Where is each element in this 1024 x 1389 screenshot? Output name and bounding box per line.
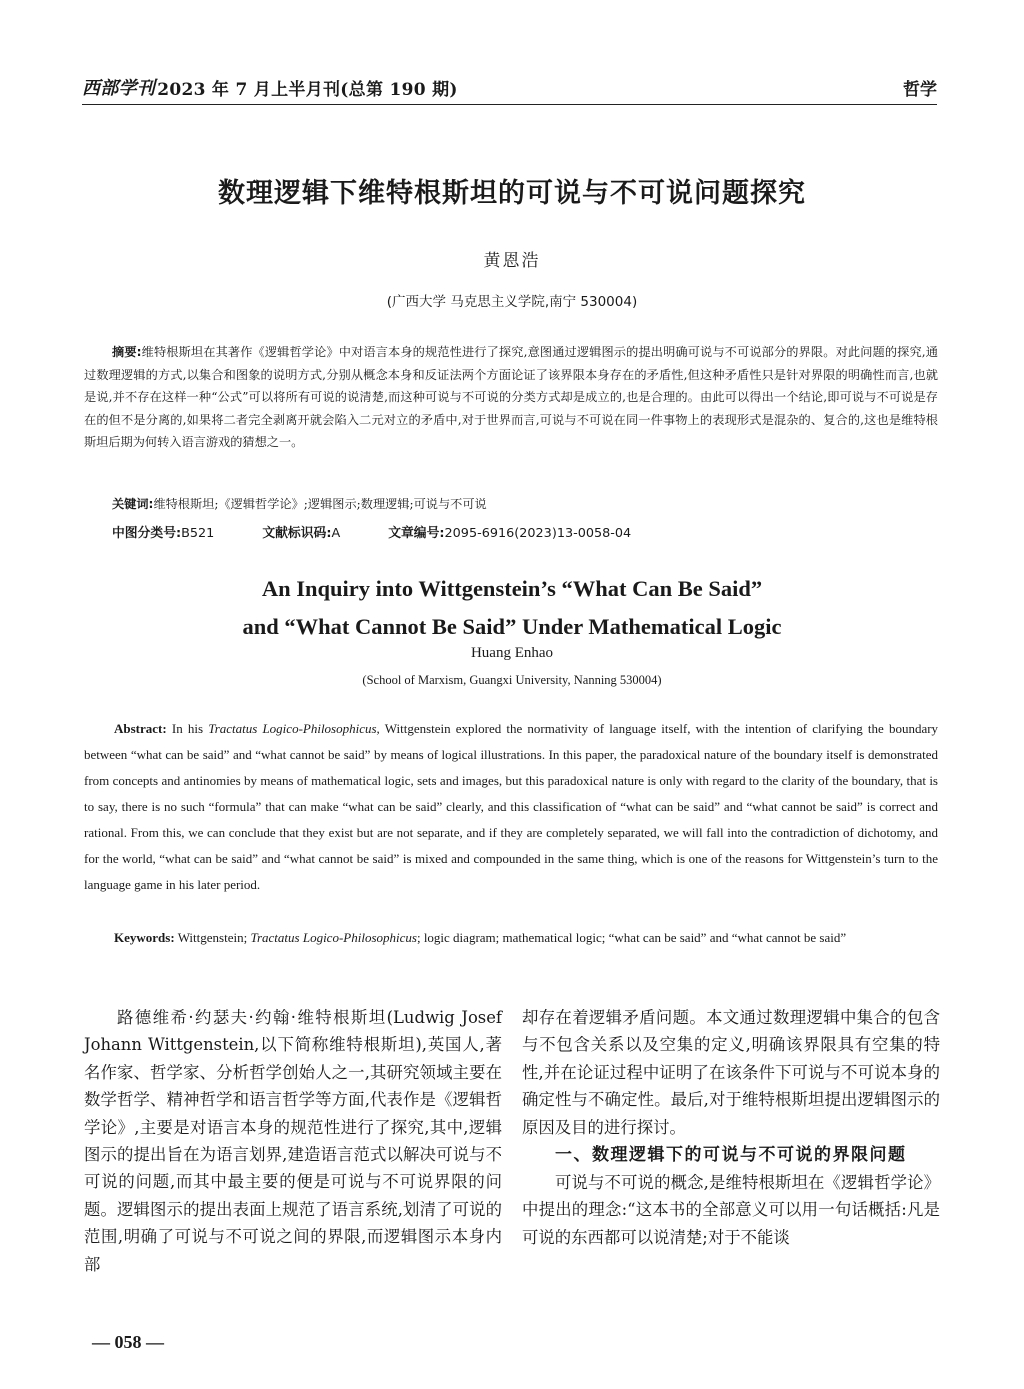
intro-paragraph: 路德维希·约瑟夫·约翰·维特根斯坦(Ludwig Josef Johann Wittgenstein,以下简称维特根斯坦),英国人,著名作家、哲学家、分析哲学创始人之一,其研究领域主要在数学哲学、精神哲学和语言哲学等方面,代表作是《逻辑哲学论》,主要是对语言本身的规范性进行了探究,其中,逻辑图示的提出旨在为语言划界,建造语言范式以解决可说与不可说的问题,而其中最主要的便是可说与不可说界限的问题。逻辑图示的提出表面上规范了语言系统,划清了可说的范围,明确了可说与不可说之间的界限,而逻辑图示本身内部 <box>84 1008 502 1274</box>
header-left <box>82 74 458 100</box>
section-heading: 一、数理逻辑下的可说与不可说的界限问题 <box>555 1145 907 1166</box>
running-header <box>82 70 937 105</box>
keyword-book-title: Tractatus Logico-Philosophicus <box>250 930 417 945</box>
body-column-right <box>522 1004 940 1251</box>
keywords-cn <box>112 495 938 512</box>
clc-number: 中图分类号:B521 <box>112 526 215 541</box>
title-en-line-2: and “What Cannot Be Said” Under Mathematical Logic <box>242 614 782 639</box>
author-name-cn: 黄恩浩 <box>483 251 541 271</box>
title-en-line-1: An Inquiry into Wittgenstein’s “What Can Be Said” <box>261 576 763 601</box>
abstract-en-label: Abstract: <box>114 721 167 736</box>
article-title-cn: 数理逻辑下维特根斯坦的可说与不可说问题探究 <box>218 178 806 209</box>
abstract-en-text: Wittgenstein explored the normativity of language itself, with the intention of clarifying the boundary between “what can be said” and “what cannot be said” by means of logical illustrations. In this paper, the paradoxical nature of the boundary itself is demonstrated from concepts and antinomies by means of mathematical logic, sets and images, but this paradoxical nature is only with regard to the clarity of the boundary, that is to say, there is no such “formula” that can make “what can be said” clearly, and this classification of “what can be said” and “what cannot be said” is correct and rational. From this, we can conclude that they exist but are not separate, and if they are completely separated, we will fall into the contradiction of dichotomy, and for the world, “what can be said” and “what cannot be said” is mixed and compounded in the same thing, which is one of the reasons for Wittgenstein’s turn to the language game in his later period. <box>84 721 939 892</box>
keywords-cn-label: 关键词: <box>112 497 154 511</box>
document-code: 文献标识码:A <box>262 526 341 541</box>
intro-paragraph-continued: 却存在着逻辑矛盾问题。本文通过数理逻辑中集合的包含与不包含关系以及空集的定义,明确该界限具有空集的特性,并在论证过程中证明了在该条件下可说与不可说本身的确定性与不确定性。最后,对于维特根斯坦提出逻辑图示的原因及目的进行探讨。 <box>522 1008 940 1137</box>
abstract-cn-label: 摘要: <box>112 345 142 359</box>
section-paragraph: 可说与不可说的概念,是维特根斯坦在《逻辑哲学论》中提出的理念:“这本书的全部意义可以用一句话概括:凡是可说的东西都可以说清楚;对于不能谈 <box>522 1173 940 1247</box>
article-title-en <box>0 570 1024 646</box>
book-title: Tractatus Logico-Philosophicus, <box>208 721 380 736</box>
abstract-cn <box>84 341 938 454</box>
body-column-left <box>84 1004 502 1278</box>
abstract-en: Abstract: In his Tractatus Logico-Philosophicus, Wittgenstein explored the normativity of language itself, with the intention of clarifying the boundary between “what can be said” and “what cannot be said” by means of logical illustrations. In this paper, the paradoxical nature of the boundary itself is demonstrated from concepts and antinomies by means of mathematical logic, sets and images, but this paradoxical nature is only with regard to the clarity of the boundary, that is to say, there is no such “formula” that can make “what can be said” clearly, and this classification of “what can be said” and “what cannot be said” is correct and rational. From this, we can conclude that they exist but are not separate, and if they are completely separated, we will fall into the contradiction of dichotomy, and for the world, “what can be said” and “what cannot be said” is mixed and compounded in the same thing, which is one of the reasons for Wittgenstein’s turn to the language game in his later period. <box>84 721 939 892</box>
affiliation-cn: (广西大学 马克思主义学院,南宁 530004) <box>386 294 638 310</box>
keywords-cn-text: 维特根斯坦;《逻辑哲学论》;逻辑图示;数理逻辑;可说与不可说 <box>153 497 487 511</box>
abstract-cn-text: 维特根斯坦在其著作《逻辑哲学论》中对语言本身的规范性进行了探究,意图通过逻辑图示的提出明确可说与不可说部分的界限。对此问题的探究,通过数理逻辑的方式,以集合和图象的说明方式,分别从概念本身和反证法两个方面论证了该界限本身存在的矛盾性,但这种矛盾性只是针对界限的明确性而言,也就是说,并不存在这样一种“公式”可以将所有可说的说清楚,而这种可说与不可说的分类方式却是成立的,也是合理的。由此可以得出一个结论,即可说与不可说是存在的但不是分离的,如果将二者完全剥离开就会陷入二元对立的矛盾中,对于世界而言,可说与不可说在同一件事物上的表现形式是混杂的、复合的,这也是维特根斯坦后期为何转入语言游戏的猜想之一。 <box>84 345 938 449</box>
keywords-en: Keywords: Wittgenstein; Tractatus Logico-Philosophicus; logic diagram; mathematical logic; “what can be said” and “what cannot be said” <box>114 930 847 945</box>
issue-info: 2023 年 7 月上半月刊(总第 190 期) <box>157 80 458 100</box>
affiliation-en: (School of Marxism, Guangxi University, Nanning 530004) <box>362 673 662 687</box>
section-label: 哲学 <box>903 80 937 100</box>
article-number: 文章编号:2095-6916(2023)13-0058-04 <box>388 526 632 541</box>
page-number: — 058 — <box>92 1332 164 1352</box>
author-name-en: Huang Enhao <box>470 645 554 661</box>
keywords-en-label: Keywords: <box>114 930 175 945</box>
classification-info <box>112 522 679 541</box>
journal-logo: 西部学刊 <box>82 78 156 99</box>
